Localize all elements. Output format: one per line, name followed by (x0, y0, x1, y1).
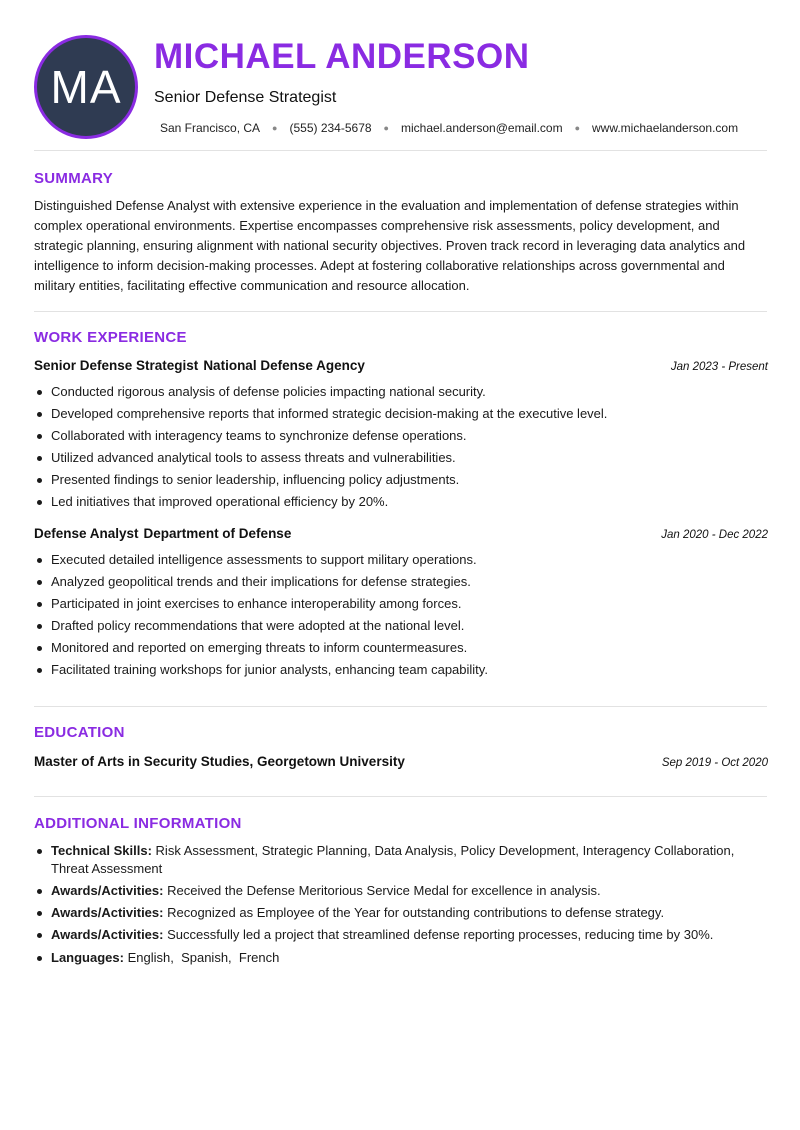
divider (34, 706, 767, 707)
list-item: Participated in joint exercises to enhance interoperability among forces. (34, 593, 768, 615)
separator-dot-icon: ● (383, 123, 389, 133)
job-organization: National Defense Agency (203, 358, 365, 373)
item-label: Languages: (51, 950, 124, 965)
job-title-line (34, 526, 291, 541)
list-item (34, 882, 754, 900)
summary-heading: SUMMARY (34, 170, 114, 187)
job-title-line (34, 358, 365, 373)
divider (34, 311, 767, 312)
education-degree: Master of Arts in Security Studies, Georgetown University (34, 754, 405, 769)
separator-dot-icon: ● (272, 123, 278, 133)
separator-dot-icon: ● (574, 123, 581, 133)
list-item: Utilized advanced analytical tools to assess threats and vulnerabilities. (34, 447, 768, 469)
job-header (34, 526, 768, 541)
item-text: English, Spanish, French (127, 950, 280, 965)
job-role: Senior Defense Strategist (34, 358, 199, 373)
list-item (34, 842, 754, 878)
job-role: Defense Analyst (34, 526, 139, 541)
list-item: Facilitated training workshops for junior analysts, enhancing team capability. (34, 659, 768, 681)
item-label: Awards/Activities: (51, 905, 164, 920)
additional-heading: ADDITIONAL INFORMATION (34, 815, 242, 832)
list-item: Conducted rigorous analysis of defense policies impacting national security. (34, 381, 768, 403)
item-text: Recognized as Employee of the Year for outstanding contributions to defense strategy. (167, 905, 665, 920)
additional-list (34, 842, 754, 971)
job-dates: Jan 2023 - Present (670, 361, 768, 373)
list-item (34, 904, 754, 922)
contact-website[interactable]: www.michaelanderson.com (592, 121, 739, 135)
contact-email[interactable]: michael.anderson@email.com (400, 121, 563, 135)
contact-phone: (555) 234-5678 (289, 121, 372, 135)
job-header (34, 358, 768, 373)
item-text: Risk Assessment, Strategic Planning, Data Analysis, Policy Development, Interagency Collaboration, Threat Assessment (51, 843, 735, 876)
divider (34, 796, 767, 797)
list-item: Monitored and reported on emerging threats to inform countermeasures. (34, 637, 768, 659)
list-item (34, 949, 754, 967)
summary-text: Distinguished Defense Analyst with extensive experience in the evaluation and implementation of defense strategies within complex operational environments. Expertise encompasses comprehensive risk assessments, policy development, and strategic planning, ensuring alignment with national security objectives. Proven track record in leveraging data analytics and intelligence to inform decision-making processes. Adept at fostering collaborative relationships across governmental and military entities, facilitating effective communication and resource allocation. (34, 198, 746, 293)
avatar-initials: MA (50, 61, 122, 113)
list-item: Drafted policy recommendations that were adopted at the national level. (34, 615, 768, 637)
candidate-name: MICHAEL ANDERSON (154, 37, 530, 76)
item-text: Received the Defense Meritorious Service Medal for excellence in analysis. (167, 883, 601, 898)
list-item: Collaborated with interagency teams to synchronize defense operations. (34, 425, 768, 447)
list-item: Executed detailed intelligence assessments to support military operations. (34, 549, 768, 571)
contact-line (160, 121, 738, 135)
education-heading: EDUCATION (34, 724, 125, 741)
contact-location: San Francisco, CA (160, 121, 261, 135)
divider (34, 150, 767, 151)
list-item: Developed comprehensive reports that informed strategic decision-making at the executive level. (34, 403, 768, 425)
education-entry (34, 754, 768, 769)
experience-heading: WORK EXPERIENCE (34, 329, 187, 346)
avatar (34, 35, 138, 139)
job-organization: Department of Defense (143, 526, 292, 541)
item-label: Awards/Activities: (51, 927, 164, 942)
list-item: Analyzed geopolitical trends and their implications for defense strategies. (34, 571, 768, 593)
item-label: Awards/Activities: (51, 883, 164, 898)
candidate-title: Senior Defense Strategist (154, 89, 337, 106)
list-item: Led initiatives that improved operational efficiency by 20%. (34, 491, 768, 513)
list-item: Presented findings to senior leadership, influencing policy adjustments. (34, 469, 768, 491)
item-text: Successfully led a project that streamlined defense reporting processes, reducing time by 30%. (167, 927, 714, 942)
education-dates: Sep 2019 - Oct 2020 (661, 757, 768, 769)
job-bullets (34, 549, 768, 681)
job-bullets (34, 381, 768, 513)
job-dates: Jan 2020 - Dec 2022 (661, 529, 768, 541)
list-item (34, 926, 754, 944)
item-label: Technical Skills: (51, 843, 152, 858)
